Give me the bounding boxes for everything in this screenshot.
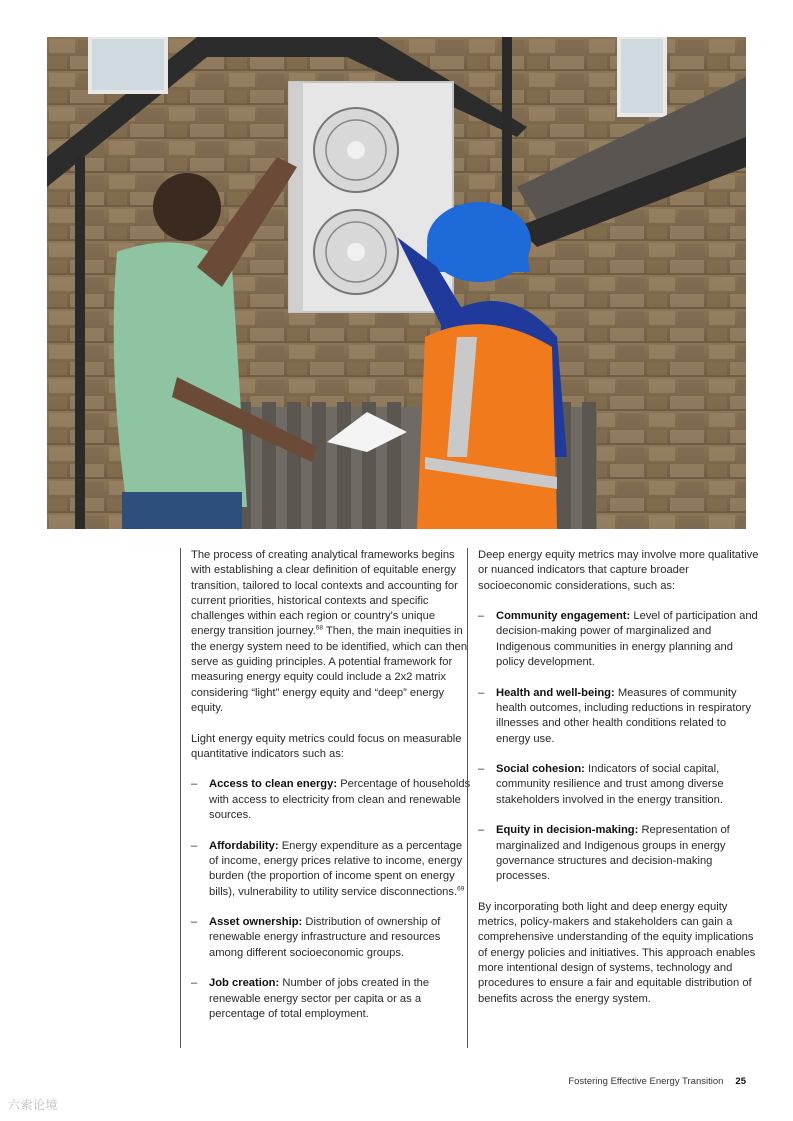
list-item: – Social cohesion: Indicators of social capital, community resilience and trust among diverse stakeholders involved in the energy transition. xyxy=(478,763,724,806)
list-item: – Access to clean energy: Percentage of households with access to electricity from clean and renewable sources. xyxy=(191,778,471,822)
list-item: – Community engagement: Level of participation and decision-making power of marginalized and Indigenous communities in energy planning and policy development. xyxy=(478,610,758,669)
left-column xyxy=(180,548,471,1048)
deep-metrics-list xyxy=(478,609,760,884)
page-footer xyxy=(568,1076,746,1087)
watermark: 六索论境 xyxy=(8,1098,59,1112)
list-item: – Health and well-being: Measures of community health outcomes, including reductions in respiratory illnesses and other health conditions related to energy use. xyxy=(478,686,751,745)
list-item: – Job creation: Number of jobs created in the renewable energy sector per capita or as a percentage of total employment. xyxy=(191,977,430,1020)
footer-title: Fostering Effective Energy Transition xyxy=(568,1076,724,1087)
photo-icon xyxy=(47,37,746,529)
conclusion-paragraph: By incorporating both light and deep energy equity metrics, policy-makers and stakeholders can gain a comprehensive understanding of the equity implications of energy policies and initiatives. This approach enables more intentional design of systems, technology and procedures to ensure a fair and equitable distribution of benefits across the energy system. xyxy=(478,900,756,1005)
list-item: – Affordability: Energy expenditure as a percentage of income, energy prices relative to income, energy burden (the proportion of income spent on energy bills), vulnerability to utility service disconnections.$^{69}$ xyxy=(191,839,465,898)
footnote-ref[interactable]: 69 xyxy=(457,884,465,892)
page-number: 25 xyxy=(735,1076,746,1087)
list-item: – Equity in decision-making: Representation of marginalized and Indigenous groups in energy governance structures and decision-making processes. xyxy=(478,824,730,883)
list-item: – Asset ownership: Distribution of ownership of renewable energy infrastructure and resources among different socioeconomic groups. xyxy=(191,916,441,959)
footnote-ref[interactable]: 68 xyxy=(315,624,324,632)
hero-photo xyxy=(47,37,746,529)
right-column xyxy=(467,548,760,1048)
light-metrics-list xyxy=(191,777,471,1022)
light-metrics-intro: Light energy equity metrics could focus on measurable quantitative indicators such as: xyxy=(191,732,462,760)
deep-metrics-intro: Deep energy equity metrics may involve more qualitative or nuanced indicators that capture broader socioeconomic considerations, such as: xyxy=(478,549,759,592)
intro-paragraph: The process of creating analytical frameworks begins with establishing a clear definition of equitable energy transition, tailored to local contexts and accounting for current priorities, historical contexts and specific challenges within each region or country's unique energy transition journey.$^{68}$ Then, the main inequities in the energy system need to be identified, which can then serve as guiding principles. A potential framework for measuring energy equity could include a 2x2 matrix considering “light” energy equity and “deep” energy equity. xyxy=(191,549,468,714)
